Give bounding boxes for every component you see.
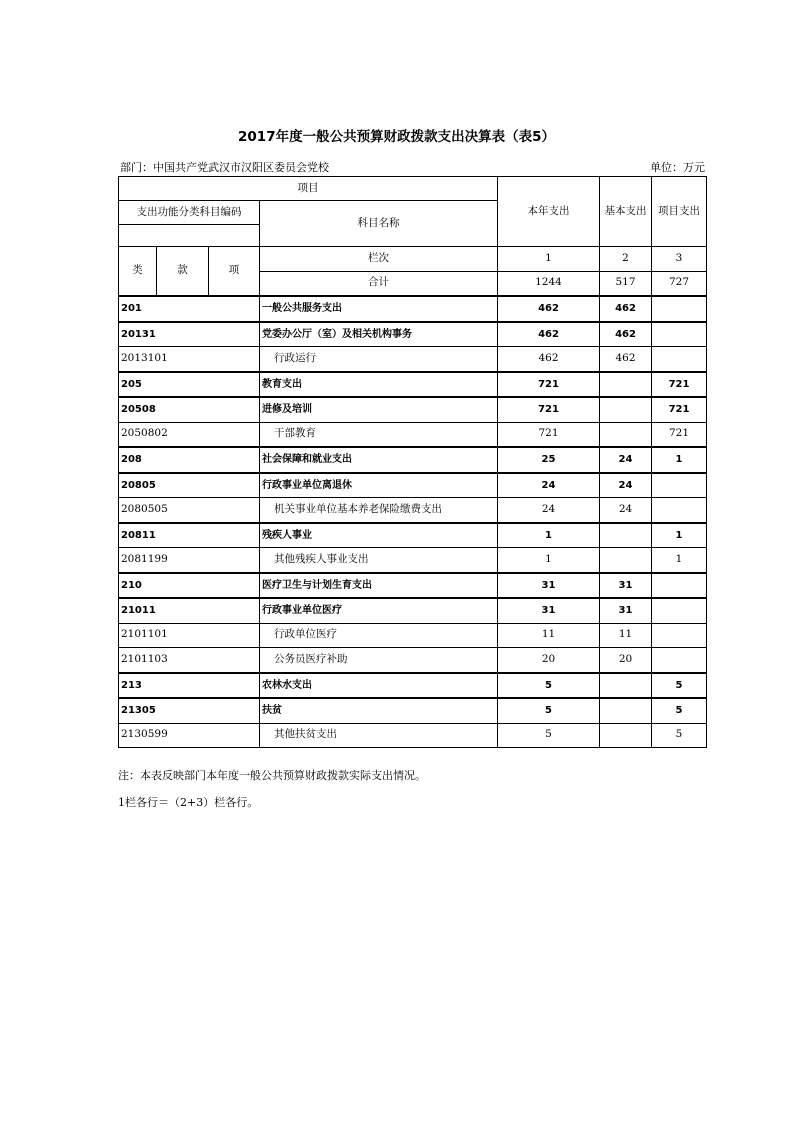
- department-label: 部门：中国共产党武汉市汉阳区委员会党校: [120, 161, 329, 174]
- row-project: 5: [652, 723, 707, 748]
- row-annual: 5: [498, 698, 600, 723]
- row-annual: 20: [498, 648, 600, 673]
- table-row: [119, 648, 707, 673]
- row-code: 201: [119, 296, 260, 322]
- row-name: 行政运行: [260, 347, 498, 372]
- row-annual: 462: [498, 347, 600, 372]
- row-basic: [600, 673, 652, 699]
- row-code: 2080505: [119, 498, 260, 523]
- header-kuan: 款: [157, 247, 209, 297]
- row-name: 扶贫: [260, 698, 498, 723]
- row-name: 机关事业单位基本养老保险缴费支出: [260, 498, 498, 523]
- page-title: 2017年度一般公共预算财政拨款支出决算表（表5）: [238, 129, 555, 145]
- row-code: 2101103: [119, 648, 260, 673]
- row-name: 其他扶贫支出: [260, 723, 498, 748]
- row-basic: 24: [600, 473, 652, 498]
- row-basic: 31: [600, 573, 652, 599]
- row-code: 20131: [119, 322, 260, 347]
- total-project: 727: [652, 271, 707, 296]
- row-project: 1: [652, 523, 707, 548]
- row-annual: 721: [498, 372, 600, 398]
- row-annual: 462: [498, 296, 600, 322]
- row-project: 1: [652, 548, 707, 573]
- row-code: 2013101: [119, 347, 260, 372]
- row-project: [652, 296, 707, 322]
- table-row: [119, 473, 707, 498]
- table-row: [119, 322, 707, 347]
- table-row: [119, 498, 707, 523]
- row-basic: 24: [600, 447, 652, 473]
- row-annual: 721: [498, 422, 600, 447]
- col-project: 3: [652, 247, 707, 272]
- row-project: [652, 498, 707, 523]
- row-basic: 24: [600, 498, 652, 523]
- note-2: 1栏各行＝（2+3）栏各行。: [118, 796, 259, 809]
- header-code-label: 支出功能分类科目编码: [119, 201, 260, 225]
- row-project: [652, 322, 707, 347]
- row-project: [652, 473, 707, 498]
- row-code: 20811: [119, 523, 260, 548]
- row-annual: 24: [498, 498, 600, 523]
- table-row: [119, 698, 707, 723]
- row-basic: [600, 422, 652, 447]
- row-name: 其他残疾人事业支出: [260, 548, 498, 573]
- row-project: 721: [652, 397, 707, 422]
- row-basic: 462: [600, 322, 652, 347]
- total-annual: 1244: [498, 271, 600, 296]
- row-annual: 1: [498, 523, 600, 548]
- row-name: 行政单位医疗: [260, 623, 498, 648]
- table-row: [119, 673, 707, 699]
- row-code: 2130599: [119, 723, 260, 748]
- row-project: 721: [652, 422, 707, 447]
- row-basic: 31: [600, 598, 652, 623]
- total-label: 合计: [260, 271, 498, 296]
- table-row: [119, 598, 707, 623]
- row-name: 社会保障和就业支出: [260, 447, 498, 473]
- header-annual: 本年支出: [498, 177, 600, 247]
- header-lei: 类: [119, 247, 157, 297]
- row-basic: [600, 372, 652, 398]
- row-basic: 11: [600, 623, 652, 648]
- col-basic: 2: [600, 247, 652, 272]
- row-basic: [600, 523, 652, 548]
- col-annual: 1: [498, 247, 600, 272]
- row-name: 农林水支出: [260, 673, 498, 699]
- table-row: [119, 623, 707, 648]
- row-name: 一般公共服务支出: [260, 296, 498, 322]
- row-project: [652, 623, 707, 648]
- row-code: 2101101: [119, 623, 260, 648]
- unit-label: 单位：万元: [650, 161, 705, 174]
- row-name: 干部教育: [260, 422, 498, 447]
- expenditure-table: [118, 176, 707, 748]
- table-row: [119, 447, 707, 473]
- row-project: 1: [652, 447, 707, 473]
- row-name: 残疾人事业: [260, 523, 498, 548]
- row-project: [652, 573, 707, 599]
- row-annual: 31: [498, 598, 600, 623]
- row-name: 医疗卫生与计划生育支出: [260, 573, 498, 599]
- row-name: 进修及培训: [260, 397, 498, 422]
- row-annual: 721: [498, 397, 600, 422]
- row-project: [652, 598, 707, 623]
- row-annual: 11: [498, 623, 600, 648]
- total-basic: 517: [600, 271, 652, 296]
- row-name: 行政事业单位医疗: [260, 598, 498, 623]
- row-annual: 25: [498, 447, 600, 473]
- table-row: [119, 523, 707, 548]
- row-code: 208: [119, 447, 260, 473]
- row-code: 213: [119, 673, 260, 699]
- row-code: 2081199: [119, 548, 260, 573]
- table-row: [119, 347, 707, 372]
- note-1: 注：本表反映部门本年度一般公共预算财政拨款实际支出情况。: [118, 769, 426, 782]
- row-project: 5: [652, 698, 707, 723]
- row-annual: 31: [498, 573, 600, 599]
- row-code: 20508: [119, 397, 260, 422]
- row-code: 20805: [119, 473, 260, 498]
- row-project: 5: [652, 673, 707, 699]
- row-basic: 462: [600, 347, 652, 372]
- row-code: 21011: [119, 598, 260, 623]
- row-code: 21305: [119, 698, 260, 723]
- row-basic: [600, 723, 652, 748]
- table-row: [119, 397, 707, 422]
- row-basic: 20: [600, 648, 652, 673]
- row-basic: [600, 548, 652, 573]
- row-annual: 5: [498, 673, 600, 699]
- table-row: [119, 723, 707, 748]
- row-project: 721: [652, 372, 707, 398]
- row-name: 党委办公厅（室）及相关机构事务: [260, 322, 498, 347]
- header-item: 项目: [119, 177, 498, 201]
- table-row: [119, 422, 707, 447]
- row-annual: 24: [498, 473, 600, 498]
- table-row: [119, 573, 707, 599]
- row-annual: 5: [498, 723, 600, 748]
- row-name: 教育支出: [260, 372, 498, 398]
- row-code: 205: [119, 372, 260, 398]
- col-label: 栏次: [260, 247, 498, 272]
- row-project: [652, 648, 707, 673]
- row-code: 210: [119, 573, 260, 599]
- row-name: 公务员医疗补助: [260, 648, 498, 673]
- row-basic: 462: [600, 296, 652, 322]
- table-row: [119, 548, 707, 573]
- header-basic: 基本支出: [600, 177, 652, 247]
- row-annual: 462: [498, 322, 600, 347]
- row-annual: 1: [498, 548, 600, 573]
- row-code: 2050802: [119, 422, 260, 447]
- header-subject-name: 科目名称: [260, 201, 498, 247]
- row-basic: [600, 397, 652, 422]
- table-row: [119, 296, 707, 322]
- row-name: 行政事业单位离退休: [260, 473, 498, 498]
- row-project: [652, 347, 707, 372]
- header-xiang: 项: [209, 247, 260, 297]
- row-basic: [600, 698, 652, 723]
- header-project: 项目支出: [652, 177, 707, 247]
- table-row: [119, 372, 707, 398]
